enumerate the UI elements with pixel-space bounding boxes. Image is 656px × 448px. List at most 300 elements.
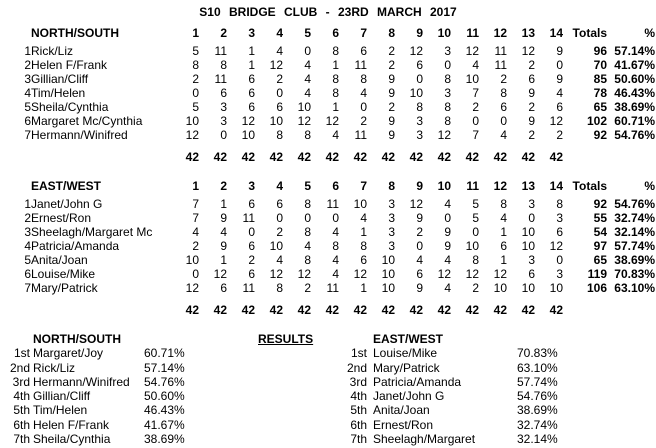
pair-rank: 7: [24, 128, 31, 142]
result-row: [338, 389, 558, 403]
board-score: 2: [276, 225, 283, 239]
result-row: [0, 361, 185, 375]
board-score: 6: [276, 100, 283, 114]
pair-rank: 2: [24, 58, 31, 72]
board-score: 1: [360, 225, 367, 239]
board-score: 6: [220, 86, 227, 100]
pair-percent: 60.71%: [614, 114, 655, 128]
board-column-header: 3: [248, 26, 255, 40]
board-score: 4: [220, 225, 227, 239]
board-score: 6: [556, 100, 563, 114]
board-total: 42: [297, 150, 311, 164]
board-score: 10: [409, 86, 423, 100]
board-score: 3: [444, 86, 451, 100]
board-score: 0: [416, 239, 423, 253]
result-percent: 50.60%: [144, 389, 185, 404]
board-score: 3: [528, 253, 535, 267]
pair-percent: 32.14%: [614, 225, 655, 239]
section-label: NORTH/SOUTH: [31, 26, 119, 40]
pair-names: Anita/Joan: [31, 253, 88, 267]
pair-names: Margaret Mc/Cynthia: [31, 114, 143, 128]
board-score: 5: [192, 100, 199, 114]
board-score: 2: [276, 72, 283, 86]
board-score: 9: [528, 114, 535, 128]
board-score: 8: [360, 72, 367, 86]
board-score: 12: [549, 114, 563, 128]
totals-header: Totals: [572, 26, 607, 40]
board-score: 0: [304, 44, 311, 58]
board-score: 11: [354, 58, 367, 72]
result-rank: 1st: [13, 346, 30, 361]
board-score: 12: [269, 267, 283, 281]
board-score: 7: [472, 86, 479, 100]
pair-total: 119: [587, 267, 607, 281]
board-score: 8: [416, 100, 423, 114]
board-score: 9: [556, 44, 563, 58]
pair-names: Gillian/Cliff: [31, 72, 89, 86]
pair-rank: 6: [24, 114, 31, 128]
pair-names: Ernest/Ron: [31, 211, 92, 225]
result-pair: Janet/John G: [373, 389, 445, 404]
board-score: 9: [388, 114, 395, 128]
pair-names: Rick/Liz: [31, 44, 74, 58]
board-score: 10: [241, 128, 255, 142]
board-score: 2: [528, 128, 535, 142]
board-total: 42: [325, 150, 339, 164]
results-east-west: [338, 332, 558, 446]
board-score: 1: [248, 44, 255, 58]
board-score: 2: [388, 44, 395, 58]
board-total: 42: [269, 150, 283, 164]
board-total: 42: [297, 303, 311, 317]
board-total: 42: [549, 150, 563, 164]
result-pair: Anita/Joan: [373, 403, 430, 418]
pair-row: [1, 253, 655, 267]
pair-total: 92: [593, 197, 607, 211]
board-score: 10: [269, 114, 283, 128]
board-score: 12: [549, 239, 563, 253]
board-score: 3: [388, 197, 395, 211]
board-score: 12: [353, 267, 367, 281]
board-column-header: 13: [521, 26, 535, 40]
board-total: 42: [521, 303, 535, 317]
pair-percent: 41.67%: [614, 58, 655, 72]
board-score: 12: [269, 58, 283, 72]
pair-total: 65: [593, 253, 607, 267]
result-row: [338, 346, 558, 360]
pair-names: Sheila/Cynthia: [31, 100, 109, 114]
board-score: 5: [472, 211, 479, 225]
pair-names: Helen F/Frank: [31, 58, 108, 72]
pair-percent: 50.60%: [614, 72, 655, 86]
result-pair: Sheelagh/Margaret: [373, 432, 476, 447]
board-score: 6: [416, 58, 423, 72]
board-score: 10: [493, 281, 507, 295]
board-score: 0: [276, 86, 283, 100]
pair-row: [1, 114, 655, 128]
board-score: 6: [248, 100, 255, 114]
pair-rank: 2: [24, 211, 31, 225]
board-score: 1: [220, 253, 227, 267]
board-score: 10: [465, 239, 479, 253]
pair-names: Louise/Mike: [31, 267, 96, 281]
board-score: 8: [444, 72, 451, 86]
board-score: 10: [549, 281, 563, 295]
board-total: 42: [241, 150, 255, 164]
results-section: [0, 332, 656, 448]
board-column-header: 11: [466, 179, 479, 193]
board-score: 12: [185, 128, 199, 142]
board-score: 6: [528, 267, 535, 281]
board-score: 5: [472, 197, 479, 211]
result-pair: Mary/Patrick: [373, 360, 440, 375]
board-score: 0: [192, 267, 199, 281]
section-label: EAST/WEST: [31, 179, 102, 193]
board-column-header: 5: [304, 179, 311, 193]
board-score: 12: [437, 267, 451, 281]
result-pair: Ernest/Ron: [373, 417, 434, 432]
result-row: [338, 403, 558, 417]
percent-header: %: [644, 179, 655, 193]
board-score: 12: [409, 44, 423, 58]
board-score: 0: [220, 128, 227, 142]
board-score: 4: [416, 253, 423, 267]
board-score: 11: [214, 44, 227, 58]
board-score: 3: [416, 128, 423, 142]
board-score: 10: [465, 72, 479, 86]
result-row: [338, 375, 558, 389]
board-score: 6: [360, 44, 367, 58]
pair-row: [1, 211, 655, 225]
board-score: 0: [556, 253, 563, 267]
board-score: 8: [332, 72, 339, 86]
board-score: 0: [500, 114, 507, 128]
board-score: 4: [332, 267, 339, 281]
board-total: 42: [185, 150, 199, 164]
pair-row: [1, 281, 655, 295]
board-score: 6: [500, 100, 507, 114]
board-score: 12: [213, 267, 227, 281]
board-score: 2: [192, 72, 199, 86]
board-total: 42: [465, 150, 479, 164]
board-score: 4: [444, 253, 451, 267]
board-score: 1: [500, 225, 507, 239]
board-score: 8: [332, 239, 339, 253]
result-percent: 57.14%: [144, 360, 185, 375]
board-score: 2: [304, 281, 311, 295]
board-score: 8: [304, 197, 311, 211]
board-score: 6: [276, 197, 283, 211]
board-score: 2: [472, 281, 479, 295]
pair-names: Hermann/Winifred: [31, 128, 128, 142]
result-rank: 1st: [350, 346, 367, 361]
board-score: 8: [444, 100, 451, 114]
result-rank: 6th: [13, 417, 30, 432]
board-score: 0: [248, 225, 255, 239]
board-score: 9: [556, 72, 563, 86]
board-column-header: 12: [493, 26, 507, 40]
board-score: 1: [220, 197, 227, 211]
board-score: 10: [185, 114, 199, 128]
results-heading: RESULTS: [258, 332, 314, 346]
board-score: 8: [332, 44, 339, 58]
board-total: 42: [381, 150, 395, 164]
board-score: 12: [297, 267, 311, 281]
pair-total: 96: [593, 44, 607, 58]
board-score: 10: [521, 239, 535, 253]
board-score: 8: [556, 197, 563, 211]
pair-total: 70: [593, 58, 607, 72]
board-score: 7: [192, 197, 199, 211]
board-column-header: 2: [220, 26, 227, 40]
result-pair: Helen F/Frank: [33, 417, 110, 432]
pair-percent: 38.69%: [614, 100, 655, 114]
result-rank: 7th: [350, 432, 367, 447]
pair-percent: 46.43%: [614, 86, 655, 100]
board-column-header: 13: [521, 179, 535, 193]
result-row: [0, 346, 185, 360]
result-percent: 54.76%: [144, 374, 185, 389]
pair-names: Mary/Patrick: [31, 281, 98, 295]
board-score: 0: [444, 211, 451, 225]
board-score: 12: [409, 197, 423, 211]
board-score: 2: [388, 100, 395, 114]
board-column-header: 7: [360, 179, 367, 193]
result-pair: Margaret/Joy: [33, 346, 104, 361]
result-pair: Sheila/Cynthia: [33, 432, 111, 447]
pair-percent: 32.74%: [614, 211, 655, 225]
pair-rank: 6: [24, 267, 31, 281]
board-score: 4: [304, 239, 311, 253]
board-score: 4: [360, 211, 367, 225]
board-score: 12: [185, 281, 199, 295]
pair-total: 78: [593, 86, 607, 100]
board-score: 9: [220, 211, 227, 225]
board-score: 11: [494, 58, 507, 72]
pair-row: [1, 197, 655, 211]
board-total: 42: [437, 150, 451, 164]
pair-rank: 1: [24, 44, 31, 58]
board-total: 42: [381, 303, 395, 317]
board-total: 42: [213, 303, 227, 317]
board-score: 12: [493, 267, 507, 281]
result-rank: 4th: [350, 389, 367, 404]
board-score: 8: [304, 253, 311, 267]
board-score: 12: [325, 114, 339, 128]
board-score: 7: [472, 128, 479, 142]
pair-row: [1, 72, 655, 86]
results-north-south: [0, 332, 185, 446]
board-score: 8: [500, 86, 507, 100]
board-score: 12: [297, 114, 311, 128]
pair-names: Patricia/Amanda: [31, 239, 120, 253]
board-column-header: 3: [248, 179, 255, 193]
board-column-header: 8: [388, 179, 395, 193]
board-score: 2: [192, 239, 199, 253]
board-score: 0: [304, 211, 311, 225]
pair-percent: 63.10%: [614, 281, 655, 295]
board-score: 12: [241, 114, 255, 128]
pair-names: Janet/John G: [31, 197, 103, 211]
pair-total: 97: [593, 239, 607, 253]
result-pair: Hermann/Winifred: [33, 374, 130, 389]
result-row: [0, 403, 185, 417]
pair-row: [1, 100, 655, 114]
board-score: 10: [521, 281, 535, 295]
board-score: 2: [360, 114, 367, 128]
board-total: 42: [493, 303, 507, 317]
board-column-header: 6: [332, 179, 339, 193]
board-score: 3: [556, 267, 563, 281]
pair-row: [1, 58, 655, 72]
board-score: 11: [326, 197, 339, 211]
pair-names: Tim/Helen: [31, 86, 86, 100]
board-score: 10: [381, 281, 395, 295]
result-row: [0, 432, 185, 446]
board-score: 0: [276, 211, 283, 225]
result-rank: 4th: [13, 389, 30, 404]
board-score: 1: [248, 58, 255, 72]
board-column-header: 10: [437, 26, 451, 40]
pair-rank: 7: [24, 281, 31, 295]
pair-row: [1, 225, 655, 239]
board-score: 3: [388, 211, 395, 225]
board-score: 0: [416, 72, 423, 86]
board-score: 6: [360, 253, 367, 267]
board-score: 6: [248, 72, 255, 86]
pair-percent: 57.74%: [614, 239, 655, 253]
board-score: 6: [220, 281, 227, 295]
board-column-header: 11: [466, 26, 479, 40]
board-score: 11: [494, 44, 507, 58]
board-score: 1: [332, 58, 339, 72]
board-column-header: 10: [437, 179, 451, 193]
board-total: 42: [325, 303, 339, 317]
board-score: 2: [528, 100, 535, 114]
board-score: 8: [500, 197, 507, 211]
result-pair: Patricia/Amanda: [373, 374, 462, 389]
board-score: 0: [444, 58, 451, 72]
board-column-header: 1: [192, 179, 199, 193]
score-header-row: [1, 179, 655, 193]
board-score: 12: [521, 44, 535, 58]
board-score: 5: [192, 44, 199, 58]
board-score: 6: [248, 197, 255, 211]
board-score: 6: [500, 239, 507, 253]
board-score: 2: [248, 253, 255, 267]
result-percent: 70.83%: [517, 346, 558, 361]
board-column-header: 8: [388, 26, 395, 40]
board-score: 8: [192, 58, 199, 72]
result-pair: Gillian/Cliff: [33, 389, 91, 404]
board-score: 3: [528, 197, 535, 211]
board-score: 10: [353, 197, 367, 211]
board-score: 7: [192, 211, 199, 225]
board-column-header: 9: [416, 179, 423, 193]
pair-rank: 5: [24, 100, 31, 114]
board-score: 6: [528, 72, 535, 86]
board-total: 42: [213, 150, 227, 164]
board-score: 3: [556, 211, 563, 225]
pair-rank: 4: [24, 239, 31, 253]
board-column-header: 12: [493, 179, 507, 193]
pair-total: 92: [593, 128, 607, 142]
board-total: 42: [353, 150, 367, 164]
east-west-table: [1, 179, 655, 317]
result-rank: 3rd: [349, 374, 367, 389]
board-score: 3: [444, 44, 451, 58]
result-percent: 63.10%: [517, 360, 558, 375]
board-column-header: 9: [416, 26, 423, 40]
board-score: 9: [388, 86, 395, 100]
result-rank: 6th: [350, 417, 367, 432]
board-score: 2: [472, 100, 479, 114]
pair-row: [1, 267, 655, 281]
result-percent: 60.71%: [144, 346, 185, 361]
pair-total: 85: [593, 72, 607, 86]
board-total: 42: [409, 150, 423, 164]
result-row: [338, 432, 558, 446]
board-score: 2: [528, 58, 535, 72]
board-score: 11: [354, 128, 367, 142]
board-column-header: 1: [192, 26, 199, 40]
board-score: 8: [444, 114, 451, 128]
board-score: 4: [360, 86, 367, 100]
pair-total: 54: [593, 225, 607, 239]
result-row: [338, 418, 558, 432]
result-percent: 54.76%: [517, 389, 558, 404]
board-score: 8: [332, 86, 339, 100]
pair-row: [1, 44, 655, 58]
percent-header: %: [644, 26, 655, 40]
board-score: 4: [304, 58, 311, 72]
board-score: 3: [416, 114, 423, 128]
board-score: 4: [500, 128, 507, 142]
board-score: 4: [192, 225, 199, 239]
pair-percent: 54.76%: [614, 197, 655, 211]
board-total: 42: [493, 150, 507, 164]
board-score: 8: [472, 253, 479, 267]
board-score: 9: [388, 128, 395, 142]
board-score: 8: [304, 225, 311, 239]
pair-total: 102: [586, 114, 607, 128]
board-score: 3: [388, 239, 395, 253]
pair-rank: 4: [24, 86, 31, 100]
board-column-header: 4: [276, 179, 283, 193]
board-score: 3: [220, 100, 227, 114]
board-column-header: 14: [549, 179, 563, 193]
totals-header: Totals: [572, 179, 607, 193]
board-total: 42: [437, 303, 451, 317]
board-score: 4: [304, 72, 311, 86]
pair-row: [1, 128, 655, 142]
board-column-header: 6: [332, 26, 339, 40]
results-ew-label: EAST/WEST: [373, 332, 444, 346]
board-score: 6: [248, 239, 255, 253]
board-total: 42: [409, 303, 423, 317]
board-score: 3: [220, 114, 227, 128]
pair-percent: 54.76%: [614, 128, 655, 142]
board-score: 4: [332, 225, 339, 239]
result-percent: 38.69%: [517, 403, 558, 418]
pair-total: 106: [586, 281, 607, 295]
pair-percent: 38.69%: [614, 253, 655, 267]
result-percent: 32.74%: [517, 417, 558, 432]
board-score: 4: [332, 253, 339, 267]
board-total: 42: [465, 303, 479, 317]
result-row: [338, 361, 558, 375]
board-total: 42: [241, 303, 255, 317]
